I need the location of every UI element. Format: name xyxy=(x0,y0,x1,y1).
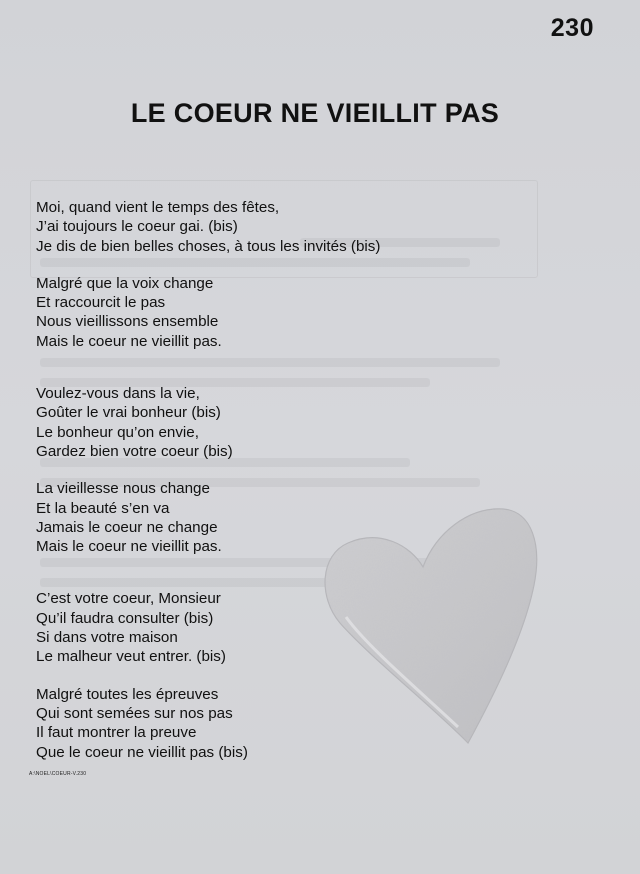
stanza-2 xyxy=(36,274,456,351)
verse-line: Le malheur veut entrer. (bis) xyxy=(36,648,226,666)
verse-line: Gardez bien votre coeur (bis) xyxy=(36,442,233,460)
verse-line: Voulez-vous dans la vie, xyxy=(36,385,200,403)
poem-body xyxy=(36,198,456,762)
song-title: LE COEUR NE VIEILLIT PAS xyxy=(130,98,500,128)
verse-line: Le bonheur qu’on envie, xyxy=(36,423,199,441)
verse-line: Mais le coeur ne vieillit pas. xyxy=(36,538,222,556)
verse-line: Nous vieillissons ensemble xyxy=(36,313,219,331)
verse-line: Et raccourcit le pas xyxy=(36,294,166,312)
verse-line: Jamais le coeur ne change xyxy=(36,518,218,536)
verse-line: Et la beauté s’en va xyxy=(36,499,170,517)
file-reference: A:\NOEL\COEUR-V.230 xyxy=(29,771,87,777)
verse-line: Que le coeur ne vieillit pas (bis) xyxy=(36,743,248,761)
stanza-5 xyxy=(36,589,456,666)
stanza-4 xyxy=(36,479,456,556)
stanza-3 xyxy=(36,384,456,461)
verse-line: J’ai toujours le coeur gai. (bis) xyxy=(36,218,238,236)
verse-line: Malgré que la voix change xyxy=(36,274,214,292)
verse-line: Qu’il faudra consulter (bis) xyxy=(36,609,214,627)
page-number: 230 xyxy=(550,14,594,42)
verse-line: C’est votre coeur, Monsieur xyxy=(36,590,221,608)
stanza-6 xyxy=(36,685,456,762)
verse-line: Moi, quand vient le temps des fêtes, xyxy=(36,199,280,216)
verse-line: Malgré toutes les épreuves xyxy=(36,685,219,703)
verse-line: La vieillesse nous change xyxy=(36,480,210,498)
verse-line: Si dans votre maison xyxy=(36,629,178,647)
stanza-1 xyxy=(36,198,456,256)
verse-line: Qui sont semées sur nos pas xyxy=(36,704,233,722)
verse-line: Goûter le vrai bonheur (bis) xyxy=(36,404,221,422)
verse-line: Mais le coeur ne vieillit pas. xyxy=(36,332,222,350)
verse-line: Je dis de bien belles choses, à tous les invités (bis) xyxy=(36,237,381,255)
verse-line: Il faut montrer la preuve xyxy=(36,724,197,742)
